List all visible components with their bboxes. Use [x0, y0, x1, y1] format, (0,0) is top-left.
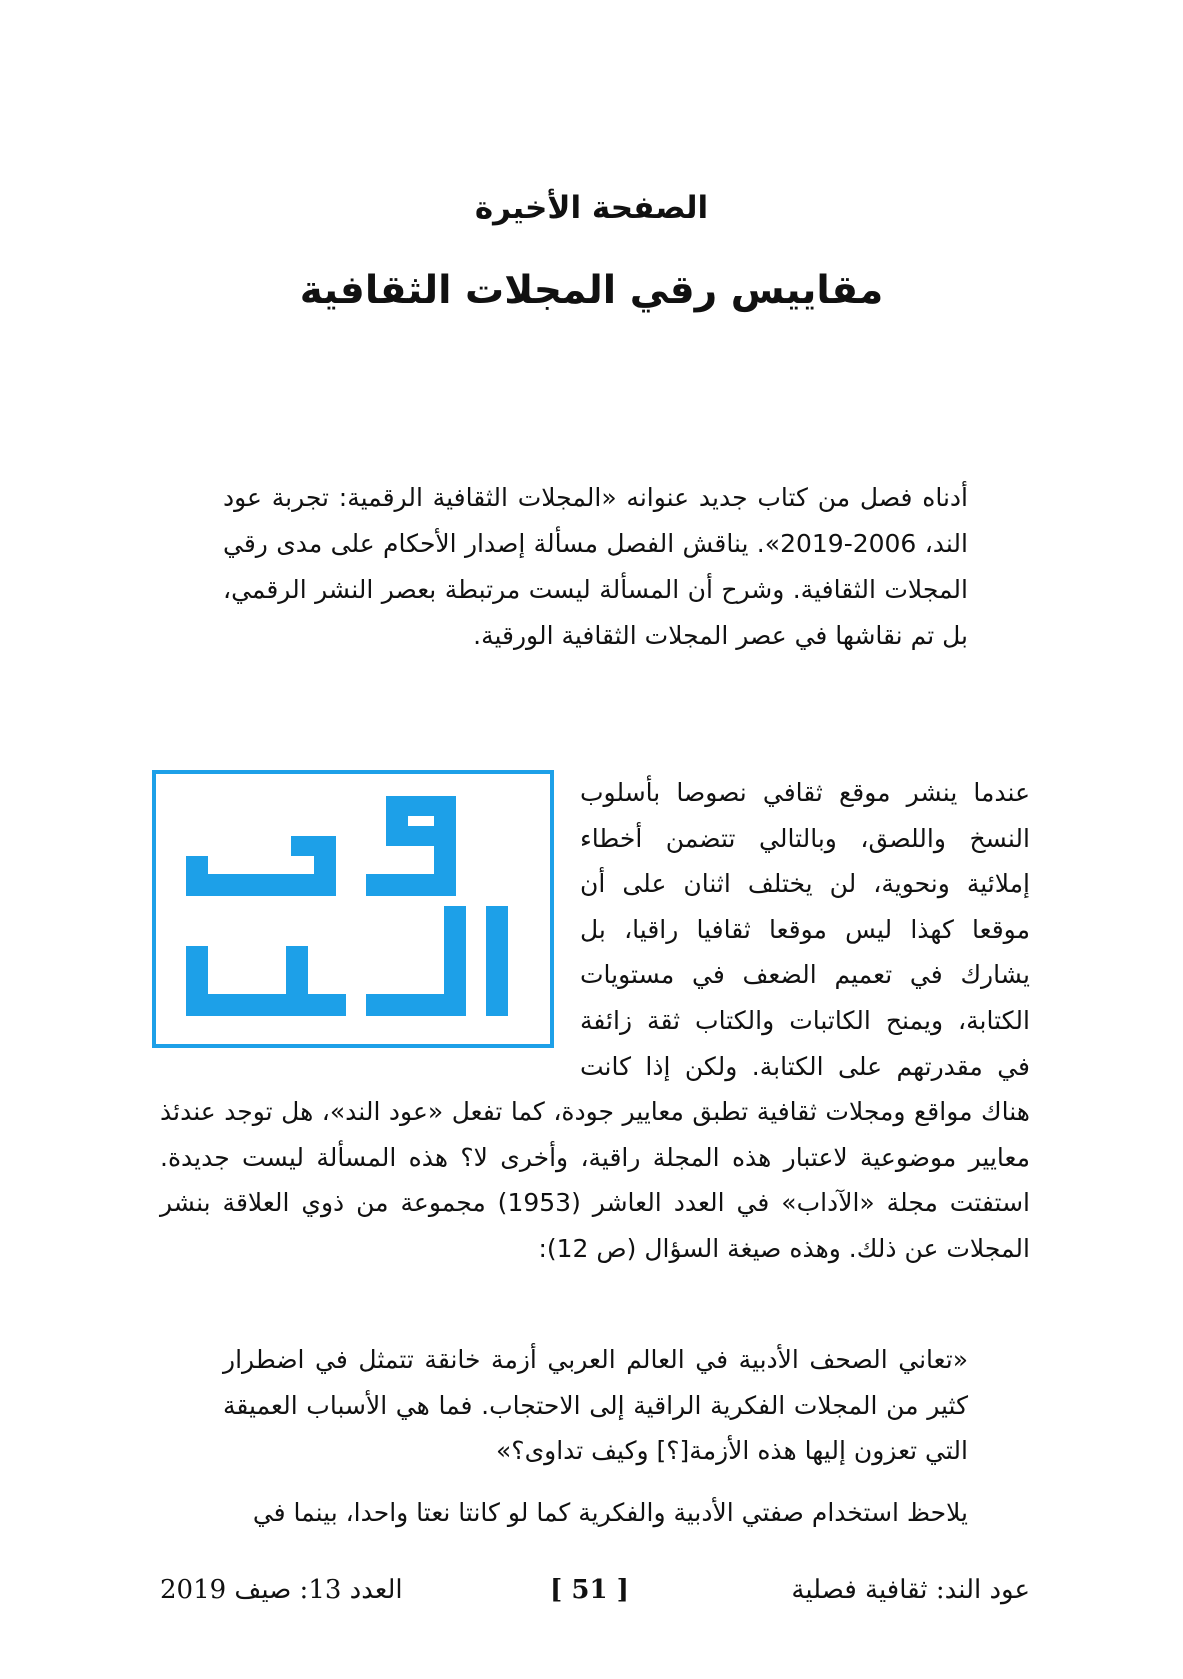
section-label: الصفحة الأخيرة — [474, 190, 709, 226]
intro-paragraph: أدناه فصل من كتاب جديد عنوانه «المجلات الثقافية الرقمية: تجربة عود الند، 2006-2019». يناقش الفصل مسألة إصدار الأحكام على مدى رقي المجلات الثقافية. وشرح أن المسألة ليست مرتبطة بعصر النشر الرقمي، بل تم نقاشها في عصر المجلات الثقافية الورقية. — [223, 483, 969, 650]
closing-line: يلاحظ استخدام صفتي الأدبية والفكرية كما لو كانتا نعتا واحدا، بينما في — [252, 1498, 968, 1527]
body-paragraph — [160, 770, 1030, 1272]
footer-journal: عود الند: ثقافية فصلية — [791, 1575, 1030, 1605]
body-text: عندما ينشر موقع ثقافي نصوصا بأسلوب النسخ واللصق، وبالتالي تتضمن أخطاء إملائية ونحوية، لن يختلف اثنان على أن موقعا كهذا ليس موقعا ثقافيا راقيا، بل يشارك في تعميم الضعف في مستويات الكتابة، ويمنح الكاتبات والكتاب ثقة زائفة في مقدرتهم على الكتابة. ولكن إذا كانت هناك مواقع ومجلات ثقافية تطبق معايير جودة، كما تفعل «عود الند»، هل توجد عندئذ معايير موضوعية لاعتبار هذه المجلة راقية، وأخرى لا؟ هذه المسألة ليست جديدة. استفتت مجلة «الآداب» في العدد العاشر (1953) مجموعة من ذوي العلاقة بنشر المجلات عن ذلك. وهذه صيغة السؤال (ص 12): — [160, 778, 1030, 1263]
page-footer — [160, 1575, 1030, 1615]
page-title: مقاييس رقي المجلات الثقافية — [299, 268, 884, 313]
page-number: [ 51 ] — [550, 1575, 629, 1605]
logo-space — [160, 770, 580, 1088]
footer-issue: العدد 13: صيف 2019 — [160, 1575, 403, 1605]
quote-paragraph: «تعاني الصحف الأدبية في العالم العربي أزمة خانقة تتمثل في اضطرار كثير من المجلات الفكرية الراقية إلى الاحتجاب. فما هي الأسباب العميقة التي تعزون إليها هذه الأزمة[؟] وكيف تداوى؟» — [223, 1345, 968, 1466]
